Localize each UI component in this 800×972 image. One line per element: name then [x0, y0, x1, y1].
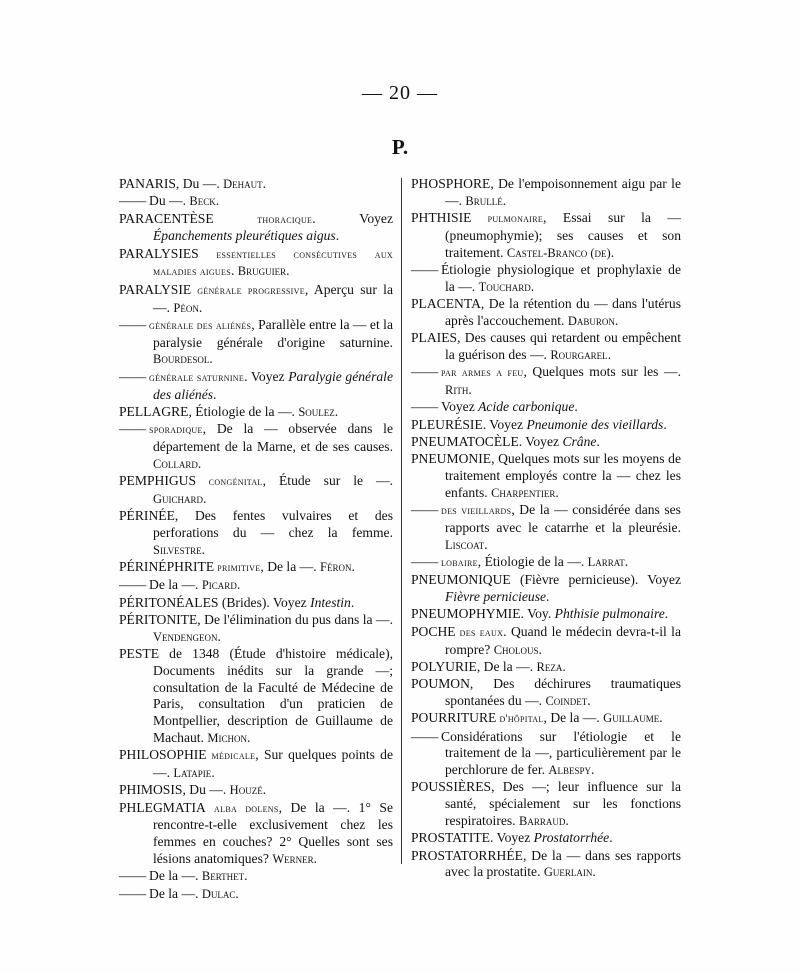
index-entry	[411, 417, 681, 434]
index-entry	[119, 193, 393, 210]
entry-subheading: générale saturnine	[149, 371, 245, 384]
entry-end: .	[201, 541, 206, 557]
entry-end: .	[609, 830, 613, 846]
index-entry	[411, 606, 681, 623]
entry-end: .	[246, 730, 251, 745]
dash-mark: ——	[119, 368, 147, 384]
entry-text: de 1348 (Étude d'histoire médicale), Documents inédits sur la grande —; consultation de la Faculté de Médecine de Paris, consultation d'un praticien de Montpellier, description de Guillaume de Machaut.	[153, 646, 393, 745]
entry-heading: PARALYSIE	[119, 281, 192, 297]
entry-end: .	[211, 765, 215, 781]
entry-heading: PESTE	[119, 646, 160, 662]
index-entry	[119, 421, 393, 472]
entry-end: .	[610, 244, 615, 260]
dash-mark: ——	[411, 728, 439, 744]
index-entry	[119, 595, 393, 612]
entry-author: Beck	[189, 194, 216, 209]
dash-mark: ——	[119, 868, 147, 884]
entry-end: .	[262, 782, 267, 798]
entry-heading: PARALYSIES	[119, 245, 199, 261]
entry-text: , Des causes qui retardent ou empêchent la guérison des —.	[445, 330, 681, 362]
entry-end: .	[596, 433, 600, 449]
entry-crossref: Acide carbonique	[478, 399, 575, 415]
entry-end: .	[546, 589, 550, 605]
entry-subheading: lobaire	[441, 557, 478, 570]
entry-heading: PHOSPHORE	[411, 176, 491, 191]
entry-author: Houzé	[229, 783, 263, 798]
entry-subheading: thoracique	[213, 213, 313, 226]
entry-text: .	[230, 263, 238, 279]
index-entry	[411, 399, 681, 416]
entry-author: Silvestre	[153, 542, 202, 557]
entry-heading: PELLAGRE	[119, 403, 189, 419]
entry-end: .	[574, 399, 578, 415]
entry-text: . Voyez	[489, 830, 534, 846]
entry-text: , Essai sur la — (pneumophymie); ses causes et son traitement.	[445, 210, 681, 260]
right-column	[411, 176, 681, 882]
entry-crossref: Paralygie générale des aliénés	[153, 368, 393, 402]
entry-end: .	[213, 386, 217, 402]
entry-heading: POCHE	[411, 623, 456, 639]
entry-crossref: Phthisie pulmonaire	[554, 606, 665, 622]
index-entry	[411, 572, 681, 606]
entry-text: , De la — observée dans le département de la Marne, et de ses causes.	[153, 421, 393, 454]
entry-heading: POUMON	[411, 676, 470, 692]
index-entry	[119, 577, 393, 594]
entry-author: Péon	[173, 300, 199, 315]
entry-text: , Des déchirures traumatiques spontanées du —.	[445, 676, 681, 708]
entry-heading: PÉRITONÉALES	[119, 594, 219, 610]
left-column	[119, 176, 393, 903]
entry-end: .	[468, 382, 472, 398]
entry-text: Voyez	[441, 399, 479, 415]
entry-subheading: générale des aliénés	[149, 319, 252, 332]
entry-text: De la —.	[149, 868, 202, 884]
entry-text: , Quelques mots sur les moyens de traitement employés contre la — chez les enfants.	[445, 451, 681, 500]
entry-end: .	[502, 192, 507, 208]
entry-text: . Voyez	[312, 210, 393, 226]
entry-author: Werner	[272, 852, 314, 867]
entry-author: Michon	[207, 731, 247, 745]
entry-subheading: alba dolens	[205, 802, 279, 815]
entry-subheading: pulmonaire	[471, 213, 544, 226]
index-entry	[411, 848, 681, 882]
dash-mark: ——	[119, 885, 147, 901]
index-entry	[119, 612, 393, 646]
entry-end: .	[217, 628, 221, 644]
entry-text: , De la —. 1° Se rencontre-t-elle exclusivement chez les femmes en couches? 2° Quelles sont ses lésions anatomiques?	[153, 799, 393, 867]
entry-subheading: médicale	[206, 750, 256, 763]
entry-heading: PARACENTÈSE	[119, 210, 214, 226]
index-entry	[411, 676, 681, 710]
dash-mark: ——	[411, 554, 439, 570]
column-divider	[401, 178, 402, 864]
entry-text: , Des —; leur influence sur la santé, spécialement sur les fonctions respiratoires.	[445, 779, 681, 828]
entry-end: .	[592, 864, 596, 880]
entry-subheading: d'hôpital	[496, 713, 544, 726]
entry-end: .	[197, 455, 202, 471]
entry-author: Soulez	[298, 404, 335, 419]
entry-end: .	[555, 484, 559, 500]
entry-heading: PÉRINÉE	[119, 508, 175, 524]
entry-end: .	[203, 490, 207, 506]
entry-author: Albespy	[548, 763, 591, 778]
entry-text: , De la —.	[476, 658, 537, 674]
entry-crossref: Intestin	[310, 594, 351, 610]
entry-crossref: Pneumonie des vieillards	[526, 416, 664, 432]
entry-text: . Voyez	[518, 433, 563, 449]
entry-heading: POUSSIÈRES	[411, 779, 492, 795]
entry-end: .	[235, 885, 239, 901]
index-entry	[411, 779, 681, 829]
entry-author: Larrat	[587, 555, 625, 570]
entry-author: Vendengeon	[153, 629, 218, 644]
entry-text: , Parallèle entre la — et la paralysie générale d'origine saturnine.	[153, 316, 393, 350]
index-entry	[411, 624, 681, 659]
entry-text: , De l'empoisonnement aigu par le —.	[445, 176, 681, 208]
entry-author: Touchard	[478, 279, 531, 294]
entry-heading: PNEUMONIQUE	[411, 572, 511, 588]
entry-end: .	[659, 710, 663, 726]
index-entry	[411, 330, 681, 364]
entry-crossref: Prostatorrhée	[533, 830, 610, 846]
entry-text: , Quelques mots sur les —.	[523, 364, 681, 380]
entry-text: , Aperçu sur la —.	[153, 281, 393, 315]
entry-subheading: des eaux	[455, 626, 504, 639]
index-entry	[411, 710, 681, 728]
entry-end: .	[607, 346, 612, 362]
entry-heading: PNEUMATOCÈLE	[411, 433, 519, 449]
entry-crossref: Épanchements pleurétiques aigus	[153, 228, 336, 244]
entry-end: .	[590, 762, 595, 778]
entry-text: , Du —.	[175, 176, 224, 191]
entry-author: Castel-Branco (de)	[506, 245, 611, 260]
entry-end: .	[335, 228, 340, 244]
entry-author: Féron	[320, 560, 352, 575]
entry-author: Reza	[536, 659, 563, 674]
entry-text: , Du —.	[182, 782, 230, 798]
entry-text: , Étude sur le —.	[262, 473, 393, 489]
entry-author: Cholous	[493, 642, 539, 657]
entry-heading: PÉRITONITE	[119, 611, 198, 627]
entry-heading: POLYURIE	[411, 658, 477, 674]
index-entry	[119, 868, 393, 885]
entry-text: . Voyez	[482, 416, 527, 432]
entry-end: .	[538, 641, 542, 657]
index-entry	[119, 886, 393, 903]
index-entry	[411, 262, 681, 296]
entry-text: , Étiologie de la —.	[188, 403, 299, 419]
entry-author: Liscoat	[445, 537, 485, 552]
entry-heading: PNEUMOPHYMIE	[411, 606, 521, 622]
entry-text: Étiologie physiologique et prophylaxie de la —.	[441, 261, 681, 294]
entry-end: .	[484, 536, 488, 552]
dash-mark: ——	[411, 261, 439, 277]
entry-end: .	[215, 193, 220, 209]
entry-subheading: par armes a feu	[441, 367, 524, 380]
entry-text: , De la —.	[260, 559, 321, 575]
entry-author: Bruguier	[237, 264, 287, 279]
index-entry	[119, 508, 393, 558]
entry-text: , Sur quelques points de —.	[153, 747, 393, 781]
index-entry	[119, 282, 393, 317]
entry-author: Dehaut	[223, 177, 263, 191]
entry-end: .	[262, 176, 267, 191]
entry-subheading: générale progressive	[191, 284, 305, 297]
index-entry	[119, 782, 393, 799]
entry-end: .	[664, 606, 669, 622]
entry-author: Guichard	[153, 491, 204, 506]
entry-author: Guillaume	[603, 711, 660, 726]
entry-heading: PROSTATITE	[411, 830, 490, 846]
entry-author: Bourdesol	[153, 352, 210, 367]
entry-text: . Voyez	[244, 368, 289, 384]
index-entry	[411, 729, 681, 779]
entry-crossref: Crâne	[562, 433, 597, 449]
entry-text: , Des fentes vulvaires et des perforations du — chez la femme.	[153, 508, 393, 540]
entry-subheading: congénital	[196, 476, 263, 489]
index-entry	[119, 747, 393, 782]
entry-end: .	[614, 312, 619, 328]
index-entry	[119, 176, 393, 193]
index-entry	[411, 659, 681, 676]
entry-heading: PLEURÉSIE	[411, 416, 483, 432]
index-entry	[411, 434, 681, 451]
index-entry	[119, 211, 393, 246]
entry-heading: PANARIS	[119, 176, 176, 191]
index-entry	[119, 246, 393, 282]
entry-crossref: Fièvre pernicieuse	[445, 589, 547, 605]
entry-text: Considérations sur l'étiologie et le traitement de la —, particulièrement par le perchlorure de fer.	[441, 728, 681, 778]
entry-author: Dulac	[201, 886, 236, 901]
entry-end: .	[350, 594, 355, 610]
entry-author: Brullé	[465, 193, 503, 208]
entry-author: Guerlain	[543, 865, 593, 880]
entry-author: Charpentier	[491, 485, 556, 500]
entry-heading: PLACENTA	[411, 296, 481, 312]
entry-subheading: des vieillards	[441, 505, 512, 518]
entry-end: .	[334, 403, 339, 419]
index-entry	[411, 830, 681, 847]
entry-text: (Fièvre pernicieuse). Voyez	[510, 572, 681, 588]
entry-end: .	[313, 851, 318, 867]
entry-end: .	[236, 577, 241, 593]
dash-mark: ——	[411, 502, 439, 518]
entry-text: . Voy.	[520, 606, 555, 622]
entry-end: .	[351, 559, 355, 575]
entry-heading: PHILOSOPHIE	[119, 747, 207, 763]
entry-heading: POURRITURE	[411, 710, 497, 726]
dash-mark: ——	[119, 421, 147, 437]
entry-author: Collard	[153, 456, 198, 471]
section-letter: P.	[391, 135, 409, 159]
entry-end: .	[624, 554, 629, 570]
dash-mark: ——	[411, 364, 439, 380]
entry-subheading: sporadique	[149, 424, 203, 437]
index-entry	[119, 404, 393, 421]
index-entry	[119, 473, 393, 508]
index-entry	[411, 451, 681, 501]
entry-heading: PÉRINÉPHRITE	[119, 559, 215, 575]
entry-end: .	[565, 812, 569, 828]
dash-mark: ——	[119, 577, 147, 593]
entry-heading: PEMPHIGUS	[119, 473, 197, 489]
entry-text: Du —.	[149, 193, 190, 209]
entry-author: Latapie	[173, 766, 212, 781]
entry-author: Picard	[201, 578, 237, 593]
entry-author: Berthet	[201, 869, 245, 884]
entry-end: .	[562, 658, 566, 674]
entry-text: . Quand le médecin devra-t-il la rompre?	[445, 623, 681, 657]
index-entry	[411, 176, 681, 210]
entry-text: , De la — dans ses rapports avec la prostatite.	[445, 847, 681, 880]
entry-subheading: primitive	[214, 562, 261, 575]
entry-text: De la —.	[149, 577, 202, 593]
dash-mark: ——	[119, 316, 147, 332]
entry-author: Rith	[445, 383, 469, 398]
index-entry	[411, 502, 681, 553]
entry-end: .	[286, 263, 290, 279]
entry-end: .	[209, 351, 213, 367]
entry-text: , De la rétention du — dans l'utérus après l'accouchement.	[445, 296, 681, 328]
entry-heading: PHTHISIE	[411, 210, 472, 226]
entry-heading: PHIMOSIS	[119, 782, 183, 798]
entry-author: Coindet	[545, 693, 588, 708]
entry-end: .	[244, 868, 248, 884]
entry-author: Daburon	[567, 313, 615, 328]
index-entry	[119, 369, 393, 404]
entry-text: De la —.	[149, 885, 202, 901]
index-entry	[411, 210, 681, 261]
index-entry	[411, 554, 681, 572]
entry-heading: PHLEGMATIA	[119, 799, 206, 815]
entry-author: Barraud	[518, 813, 566, 828]
index-entry	[411, 296, 681, 330]
index-entry	[119, 559, 393, 577]
index-entry	[411, 364, 681, 399]
entry-text: , De la — considérée dans ses rapports avec le catarrhe et la pleurésie.	[445, 502, 681, 535]
entry-text: , De l'élimination du pus dans la —.	[197, 611, 393, 627]
index-entry	[119, 646, 393, 747]
entry-end: .	[530, 278, 535, 294]
entry-heading: PLAIES	[411, 330, 458, 346]
dash-mark: ——	[119, 193, 147, 209]
entry-end: .	[663, 416, 667, 432]
entry-text: , De la —.	[543, 710, 604, 726]
index-entry	[119, 317, 393, 368]
entry-text: , Étiologie de la —.	[477, 554, 588, 570]
entry-heading: PNEUMONIE	[411, 451, 492, 467]
entry-end: .	[587, 692, 591, 708]
dash-mark: ——	[411, 399, 439, 415]
index-entry	[119, 800, 393, 868]
entry-heading: PROSTATORRHÉE	[411, 847, 523, 863]
page-number: — 20 —	[362, 82, 438, 104]
entry-end: .	[198, 299, 203, 315]
entry-subheading: essentielles consécutives aux maladies aigues	[153, 248, 393, 279]
entry-author: Rourgarel	[550, 347, 608, 362]
entry-text: (Brides). Voyez	[218, 594, 311, 610]
